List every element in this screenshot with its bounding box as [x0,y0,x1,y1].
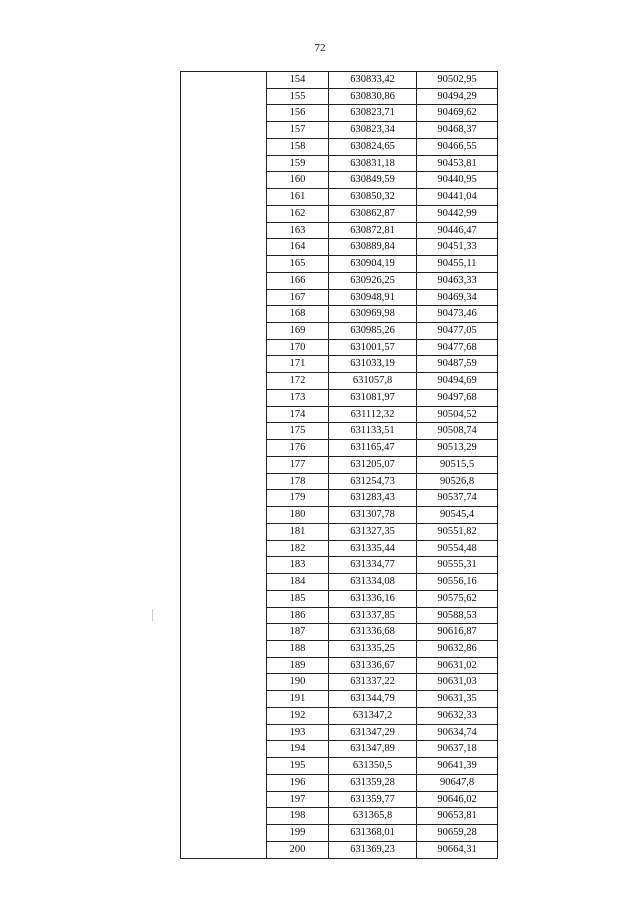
x-coordinate-cell: 630833,42 [329,72,417,88]
x-coordinate-cell: 631365,8 [329,808,417,824]
table-row [267,741,497,758]
y-coordinate-cell: 90508,74 [437,425,477,437]
point-number-cell: 198 [267,808,329,824]
x-coordinate-cell: 630830,86 [329,89,417,105]
x-coordinate-cell: 631336,67 [329,658,417,674]
y-coordinate-cell: 90513,29 [437,442,477,454]
point-number-cell: 171 [267,356,329,372]
point-number-cell: 161 [267,189,329,205]
point-number-cell: 178 [267,474,329,490]
x-coordinate-cell: 631205,07 [329,457,417,473]
point-number-cell: 196 [267,775,329,791]
table-row [267,206,497,223]
x-coordinate-cell: 630823,34 [329,122,417,138]
y-coordinate-cell: 90646,02 [437,793,477,805]
y-coordinate-cell: 90497,68 [437,391,477,403]
x-coordinate-cell: 631335,25 [329,641,417,657]
x-coordinate-cell: 631283,43 [329,490,417,506]
x-coordinate-cell: 631133,51 [329,423,417,439]
x-coordinate-cell: 630849,59 [329,172,417,188]
x-coordinate-cell: 630889,84 [329,239,417,255]
x-coordinate-cell: 630948,91 [329,290,417,306]
table-row [267,825,497,842]
y-coordinate-cell: 90659,28 [437,827,477,839]
table-row [267,808,497,825]
x-coordinate-cell: 631334,77 [329,557,417,573]
x-coordinate-cell: 630850,32 [329,189,417,205]
x-coordinate-cell: 630926,25 [329,273,417,289]
y-coordinate-cell: 90463,33 [437,274,477,286]
x-coordinate-cell: 630823,71 [329,105,417,121]
x-coordinate-cell: 631337,22 [329,674,417,690]
table-row [267,239,497,256]
y-coordinate-cell: 90473,46 [437,308,477,320]
table-row [267,608,497,625]
x-coordinate-cell: 631350,5 [329,758,417,774]
point-number-cell: 177 [267,457,329,473]
table-row [267,541,497,558]
point-number-cell: 169 [267,323,329,339]
table-body [267,72,497,858]
table-row [267,105,497,122]
y-coordinate-cell: 90632,33 [437,709,477,721]
point-number-cell: 186 [267,608,329,624]
y-coordinate-cell: 90537,74 [437,492,477,504]
y-coordinate-cell: 90502,95 [437,74,477,85]
point-number-cell: 160 [267,172,329,188]
point-number-cell: 156 [267,105,329,121]
table-row [267,725,497,742]
point-number-cell: 189 [267,658,329,674]
point-number-cell: 191 [267,691,329,707]
table-row [267,624,497,641]
point-number-cell: 155 [267,89,329,105]
table-row [267,273,497,290]
x-coordinate-cell: 631347,29 [329,725,417,741]
x-coordinate-cell: 631359,28 [329,775,417,791]
table-row [267,223,497,240]
x-coordinate-cell: 631368,01 [329,825,417,841]
table-row [267,156,497,173]
table-row [267,340,497,357]
point-number-cell: 192 [267,708,329,724]
x-coordinate-cell: 631057,8 [329,373,417,389]
y-coordinate-cell: 90451,33 [437,241,477,253]
table-row [267,256,497,273]
point-number-cell: 175 [267,423,329,439]
table-row [267,423,497,440]
x-coordinate-cell: 631347,2 [329,708,417,724]
table-row [267,390,497,407]
x-coordinate-cell: 631033,19 [329,356,417,372]
x-coordinate-cell: 631335,44 [329,541,417,557]
y-coordinate-cell: 90446,47 [437,224,477,236]
table-row [267,323,497,340]
table-row [267,72,497,89]
x-coordinate-cell: 631165,47 [329,440,417,456]
x-coordinate-cell: 631327,35 [329,524,417,540]
table-row [267,708,497,725]
x-coordinate-cell: 631359,77 [329,792,417,808]
y-coordinate-cell: 90556,16 [437,576,477,588]
table-row [267,524,497,541]
y-coordinate-cell: 90453,81 [437,157,477,169]
point-number-cell: 188 [267,641,329,657]
point-number-cell: 184 [267,574,329,590]
table-row [267,641,497,658]
y-coordinate-cell: 90545,4 [439,509,475,521]
y-coordinate-cell: 90588,53 [437,609,477,621]
point-number-cell: 183 [267,557,329,573]
point-number-cell: 194 [267,741,329,757]
table-row [267,356,497,373]
point-number-cell: 185 [267,591,329,607]
y-coordinate-cell: 90466,55 [437,140,477,152]
point-number-cell: 195 [267,758,329,774]
table-row [267,574,497,591]
y-coordinate-cell: 90441,04 [437,191,477,203]
x-coordinate-cell: 630969,98 [329,306,417,322]
x-coordinate-cell: 630985,26 [329,323,417,339]
y-coordinate-cell: 90477,68 [437,341,477,353]
point-number-cell: 163 [267,223,329,239]
table-row [267,457,497,474]
point-number-cell: 179 [267,490,329,506]
point-number-cell: 172 [267,373,329,389]
y-coordinate-cell: 90575,62 [437,592,477,604]
y-coordinate-cell: 90469,34 [437,291,477,303]
table-row [267,407,497,424]
merged-side-cell [181,72,267,858]
x-coordinate-cell: 631254,73 [329,474,417,490]
point-number-cell: 159 [267,156,329,172]
y-coordinate-cell: 90487,59 [437,358,477,370]
y-coordinate-cell: 90440,95 [437,174,477,186]
point-number-cell: 162 [267,206,329,222]
table-row [267,89,497,106]
y-coordinate-cell: 90468,37 [437,124,477,136]
y-coordinate-cell: 90631,35 [437,693,477,705]
x-coordinate-cell: 631112,32 [329,407,417,423]
y-coordinate-cell: 90641,39 [437,760,477,772]
table-row [267,591,497,608]
x-coordinate-cell: 631081,97 [329,390,417,406]
table-row [267,290,497,307]
y-coordinate-cell: 90616,87 [437,626,477,638]
point-number-cell: 190 [267,674,329,690]
table-row [267,306,497,323]
y-coordinate-cell: 90477,05 [437,325,477,337]
x-coordinate-cell: 631337,85 [329,608,417,624]
point-number-cell: 170 [267,340,329,356]
y-coordinate-cell: 90664,31 [437,843,477,855]
x-coordinate-cell: 631001,57 [329,340,417,356]
point-number-cell: 176 [267,440,329,456]
y-coordinate-cell: 90469,62 [437,107,477,119]
y-coordinate-cell: 90554,48 [437,542,477,554]
point-number-cell: 180 [267,507,329,523]
y-coordinate-cell: 90526,8 [439,475,475,487]
point-number-cell: 197 [267,792,329,808]
point-number-cell: 168 [267,306,329,322]
table-row [267,775,497,792]
table-row [267,490,497,507]
table-row [267,758,497,775]
y-coordinate-cell: 90653,81 [437,810,477,822]
point-number-cell: 193 [267,725,329,741]
point-number-cell: 199 [267,825,329,841]
point-number-cell: 187 [267,624,329,640]
table-row [267,792,497,809]
x-coordinate-cell: 630824,65 [329,139,417,155]
x-coordinate-cell: 630872,81 [329,223,417,239]
y-coordinate-cell: 90494,69 [437,375,477,387]
table-row [267,172,497,189]
y-coordinate-cell: 90442,99 [437,207,477,219]
point-number-cell: 157 [267,122,329,138]
y-coordinate-cell: 90515,5 [439,458,475,470]
page-number: 72 [314,42,326,54]
point-number-cell: 158 [267,139,329,155]
point-number-cell: 167 [267,290,329,306]
coordinates-table [180,71,498,859]
table-row [267,373,497,390]
y-coordinate-cell: 90551,82 [437,525,477,537]
table-row [267,122,497,139]
y-coordinate-cell: 90494,29 [437,90,477,102]
x-coordinate-cell: 631347,89 [329,741,417,757]
y-coordinate-cell: 90504,52 [437,408,477,420]
scan-artifact-mark [152,609,153,621]
point-number-cell: 200 [267,842,329,859]
y-coordinate-cell: 90634,74 [437,726,477,738]
table-row [267,658,497,675]
table-row [267,139,497,156]
y-coordinate-cell: 90631,02 [437,659,477,671]
x-coordinate-cell: 631369,23 [329,842,417,859]
point-number-cell: 165 [267,256,329,272]
y-coordinate-cell: 90631,03 [437,676,477,688]
x-coordinate-cell: 630862,87 [329,206,417,222]
table-row [267,691,497,708]
point-number-cell: 166 [267,273,329,289]
table-row [267,440,497,457]
x-coordinate-cell: 631336,68 [329,624,417,640]
point-number-cell: 174 [267,407,329,423]
point-number-cell: 182 [267,541,329,557]
point-number-cell: 154 [267,72,329,88]
y-coordinate-cell: 90637,18 [437,743,477,755]
y-coordinate-cell: 90555,31 [437,559,477,571]
table-row [267,557,497,574]
x-coordinate-cell: 631344,79 [329,691,417,707]
x-coordinate-cell: 631336,16 [329,591,417,607]
table-row [267,674,497,691]
table-row [267,842,497,859]
point-number-cell: 181 [267,524,329,540]
x-coordinate-cell: 631307,78 [329,507,417,523]
x-coordinate-cell: 630904,19 [329,256,417,272]
table-row [267,189,497,206]
point-number-cell: 164 [267,239,329,255]
point-number-cell: 173 [267,390,329,406]
table-row [267,507,497,524]
y-coordinate-cell: 90455,11 [437,258,477,270]
y-coordinate-cell: 90632,86 [437,642,477,654]
x-coordinate-cell: 631334,08 [329,574,417,590]
y-coordinate-cell: 90647,8 [439,776,475,788]
table-row [267,474,497,491]
x-coordinate-cell: 630831,18 [329,156,417,172]
